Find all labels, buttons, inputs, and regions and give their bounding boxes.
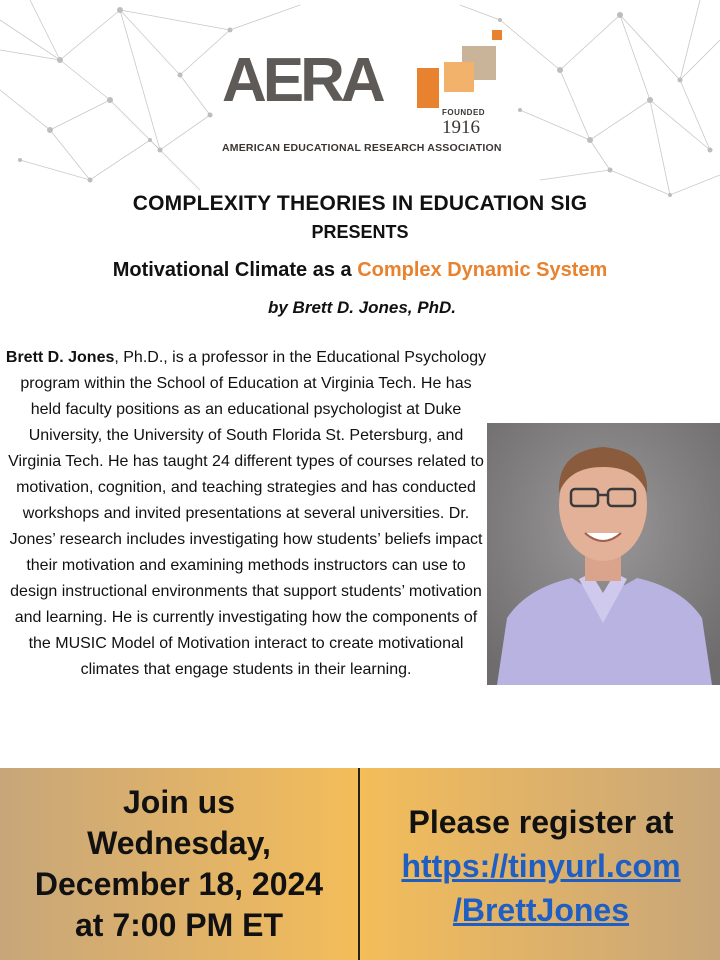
bio-speaker-name: Brett D. Jones	[5, 349, 115, 366]
registration-link-line-1: https://tinyurl.com	[401, 848, 681, 884]
logo-organization-name: AMERICAN EDUCATIONAL RESEARCH ASSOCIATION	[222, 142, 502, 154]
talk-title-accent: Complex Dynamic System	[357, 259, 608, 281]
presents-label: PRESENTS	[311, 222, 409, 242]
registration-block	[362, 800, 720, 932]
aera-wordmark: AERA	[222, 46, 382, 115]
join-line-1: Join us	[122, 784, 235, 820]
logo-square-small-orange	[492, 30, 502, 40]
talk-title-prefix: Motivational Climate as a	[112, 259, 358, 281]
registration-link-line-2: /BrettJones	[452, 892, 630, 928]
join-line-4: at 7:00 PM ET	[74, 907, 284, 943]
aera-logo	[222, 30, 502, 154]
logo-square-orange	[417, 68, 439, 108]
join-line-2: Wednesday,	[87, 825, 271, 861]
sig-title: COMPLEXITY THEORIES IN EDUCATION SIG	[132, 192, 588, 215]
logo-founded-label: FOUNDED	[442, 108, 486, 117]
registration-link[interactable]	[362, 844, 720, 932]
logo-square-light-orange	[444, 62, 474, 92]
footer-divider	[358, 768, 360, 960]
speaker-byline: by Brett D. Jones, PhD.	[268, 298, 456, 317]
talk-title	[0, 259, 720, 282]
speaker-portrait-illustration	[487, 423, 720, 685]
join-line-3: December 18, 2024	[34, 866, 324, 902]
bio-text: , Ph.D., is a professor in the Educational Psychology program within the School of Education at Virginia Tech. He has held faculty positions as an educational psychologist at Duke University, the University of South Florida St. Petersburg, and Virginia Tech. He has taught 24 different types of courses related to motivation, cognition, and teaching strategies and has conducted workshops and invited presentations at several universities. Dr. Jones’ research includes investigating how students’ beliefs impact their motivation and examining methods instructors can use to design instructional environments that support students’ motivation and learning. He is currently investigating how the components of the MUSIC Model of Motivation interact to create motivational climates that engage students in their learning.	[8, 349, 487, 678]
speaker-bio	[4, 345, 488, 683]
register-label: Please register at	[408, 804, 674, 840]
speaker-photo	[487, 423, 720, 685]
logo-founded-year: 1916	[442, 117, 480, 138]
event-date-block	[0, 782, 358, 946]
